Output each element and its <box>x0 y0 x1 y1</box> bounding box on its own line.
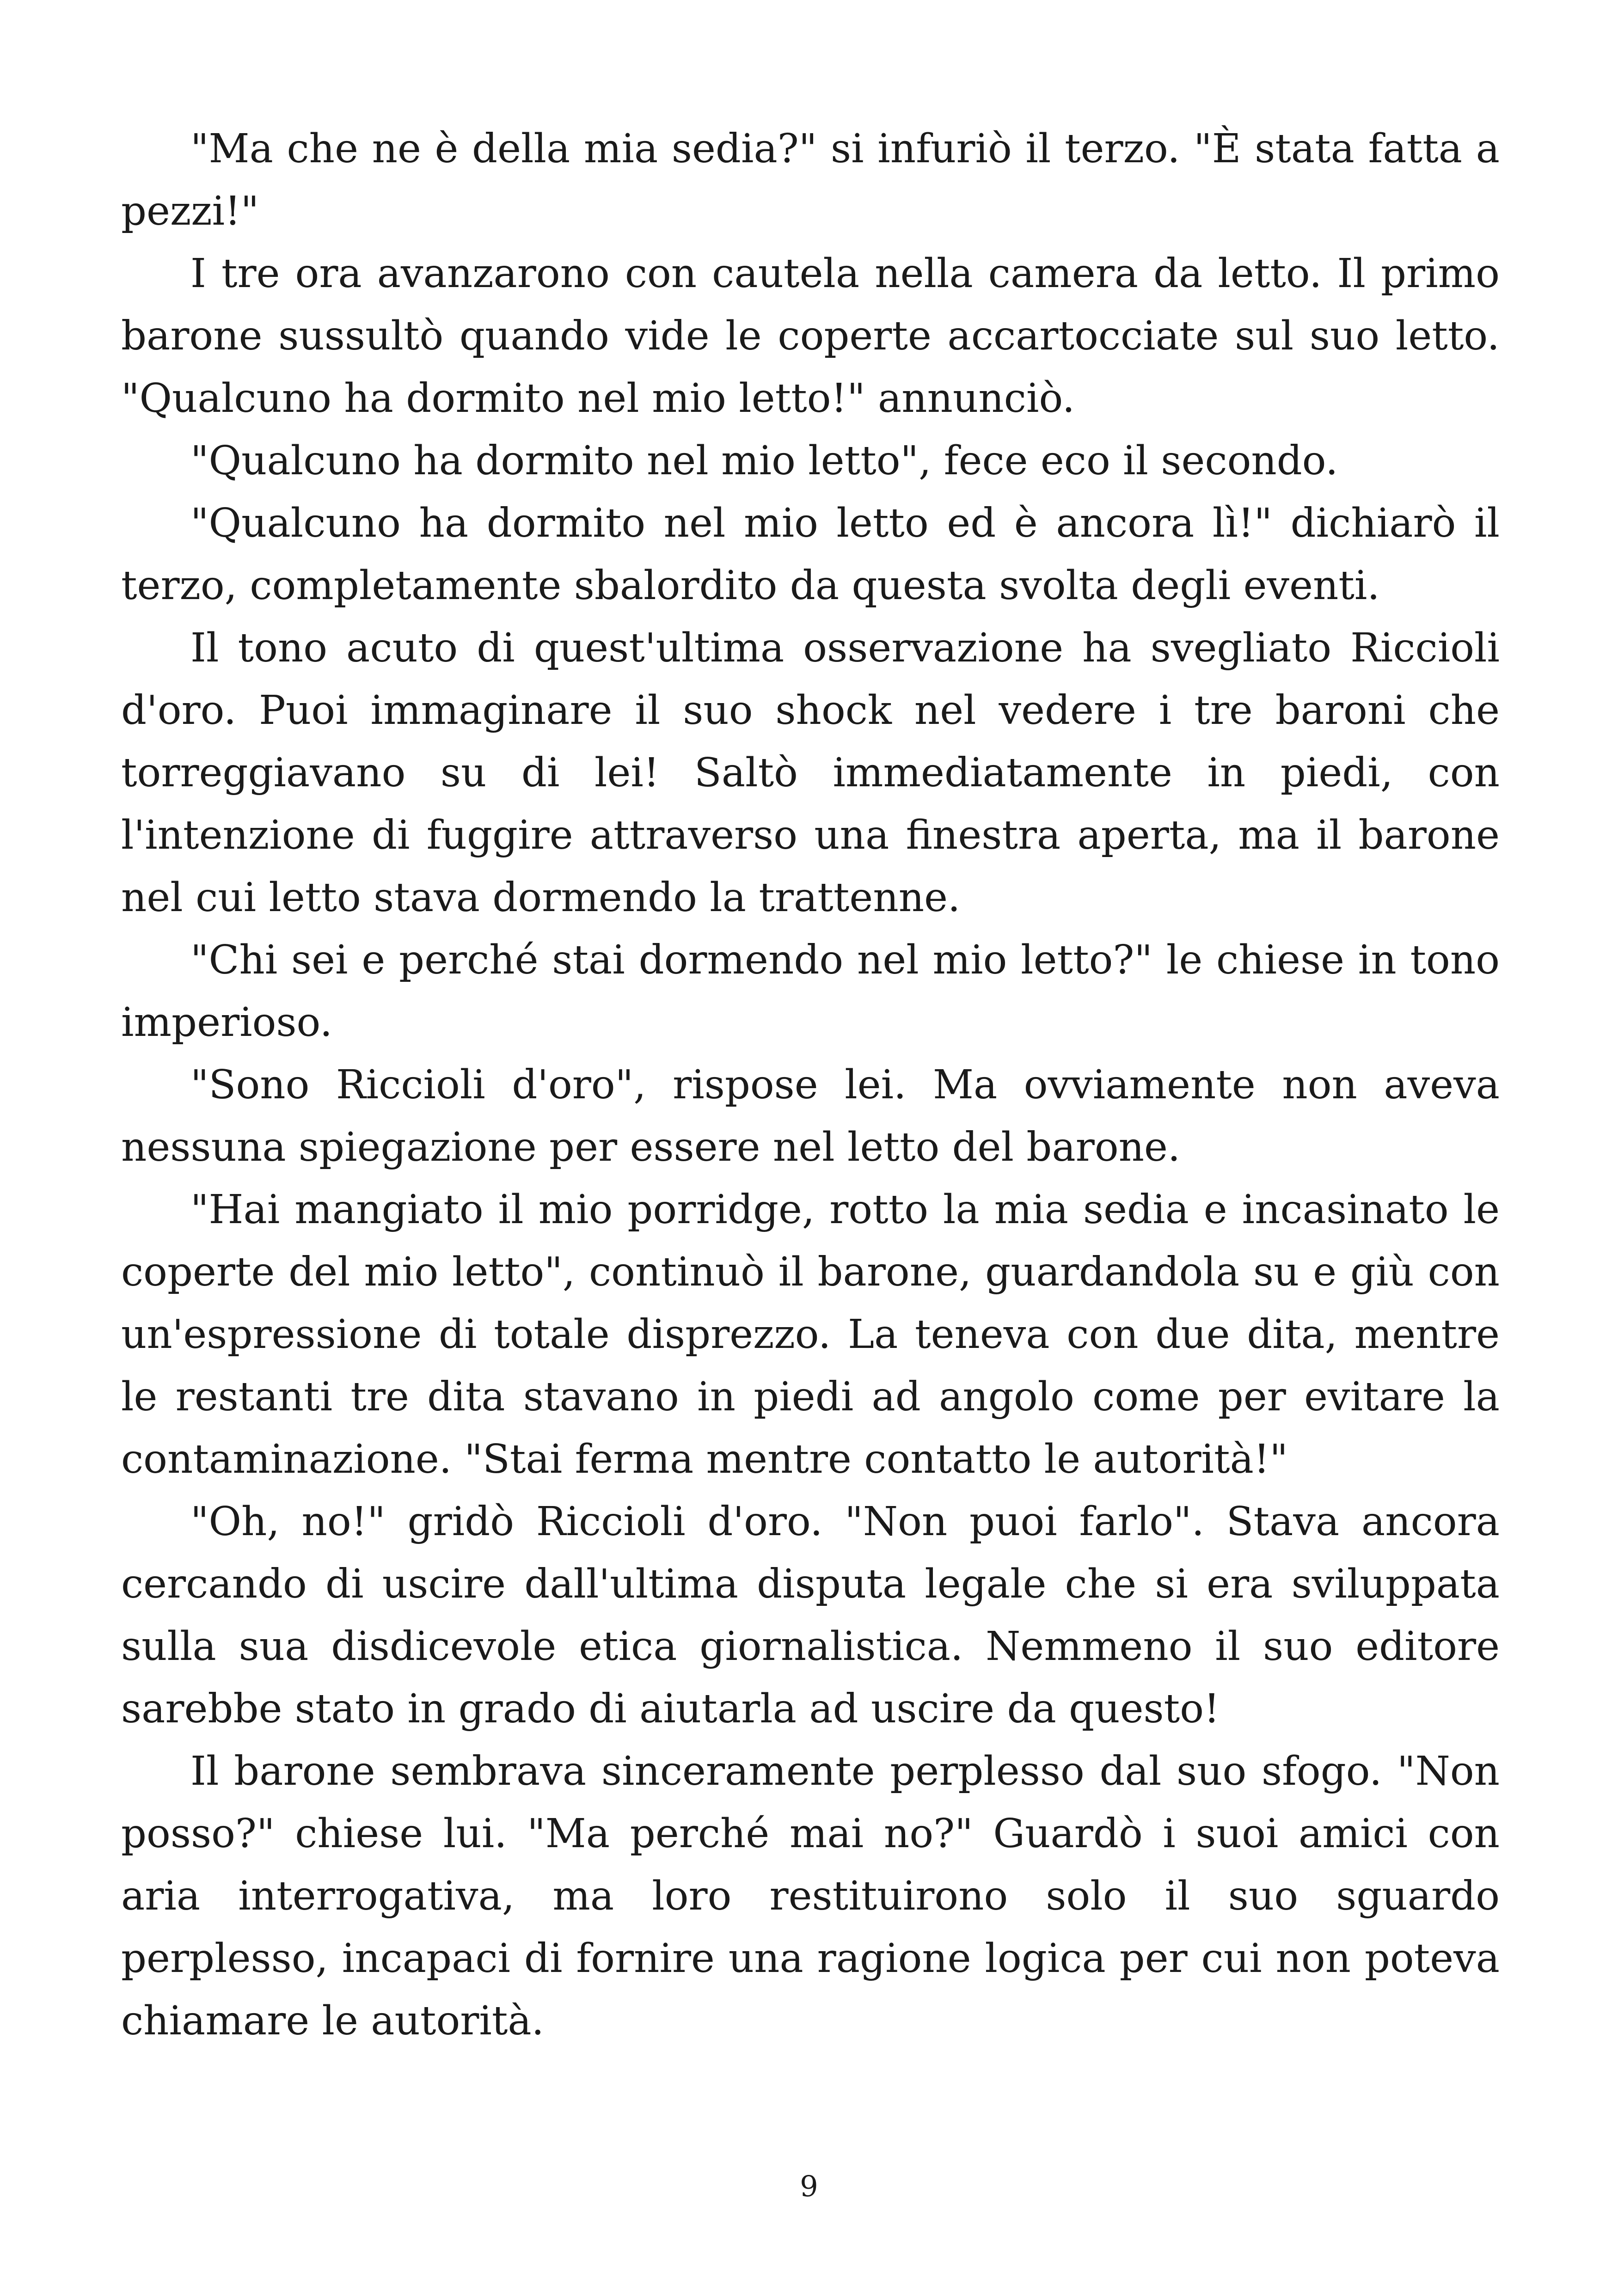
body-text <box>121 118 1500 2052</box>
paragraph: "Qualcuno ha dormito nel mio letto ed è ancora lì!" dichiarò il terzo, completamente sbalordito da questa svolta degli eventi. <box>121 500 1500 609</box>
paragraph: "Qualcuno ha dormito nel mio letto", fece eco il secondo. <box>190 438 1338 484</box>
paragraph: "Oh, no!" gridò Riccioli d'oro. "Non puoi farlo". Stava ancora cercando di uscire dall'ultima disputa legale che si era sviluppata sulla sua disdicevole etica giornalistica. Nemmeno il suo editore sarebbe stato in grado di aiutarla ad uscire da questo! <box>121 1499 1500 1732</box>
paragraph: "Hai mangiato il mio porridge, rotto la mia sedia e incasinato le coperte del mio letto", continuò il barone, guardandola su e giù con un'espressione di totale disprezzo. La teneva con due dita, mentre le restanti tre dita stavano in piedi ad angolo come per evitare la contaminazione. "Stai ferma mentre contatto le autorità!" <box>121 1187 1500 1482</box>
paragraph: "Chi sei e perché stai dormendo nel mio letto?" le chiese in tono imperioso. <box>121 937 1500 1046</box>
paragraph: "Ma che ne è della mia sedia?" si infuriò il terzo. "È stata fatta a pezzi!" <box>121 126 1500 234</box>
paragraph: "Sono Riccioli d'oro", rispose lei. Ma ovviamente non aveva nessuna spiegazione per essere nel letto del barone. <box>121 1062 1500 1170</box>
page-number: 9 <box>800 2169 818 2203</box>
paragraph: Il barone sembrava sinceramente perplesso dal suo sfogo. "Non posso?" chiese lui. "Ma perché mai no?" Guardò i suoi amici con aria interrogativa, ma loro restituirono solo il suo sguardo perplesso, incapaci di fornire una ragione logica per cui non poteva chiamare le autorità. <box>121 1748 1500 2044</box>
paragraph: Il tono acuto di quest'ultima osservazione ha svegliato Riccioli d'oro. Puoi immaginare il suo shock nel vedere i tre baroni che torreggiavano su di lei! Saltò immediatamente in piedi, con l'intenzione di fuggire attraverso una finestra aperta, ma il barone nel cui letto stava dormendo la trattenne. <box>121 625 1500 921</box>
paragraph: I tre ora avanzarono con cautela nella camera da letto. Il primo barone sussultò quando vide le coperte accartocciate sul suo letto. "Qualcuno ha dormito nel mio letto!" annunciò. <box>121 251 1500 422</box>
